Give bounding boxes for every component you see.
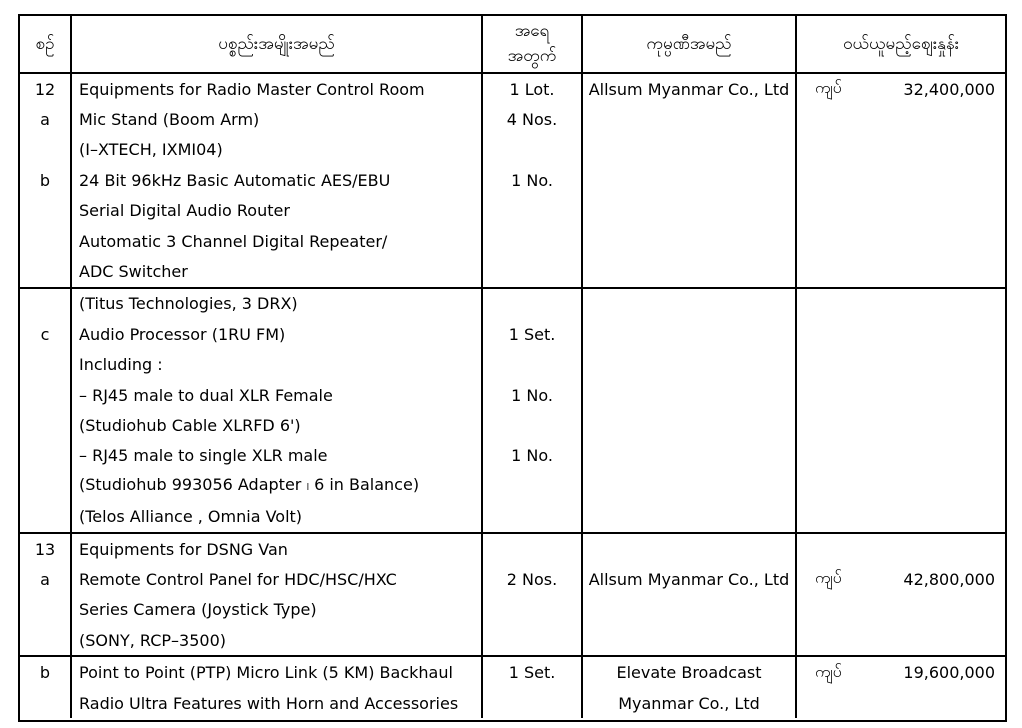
cell-serial-no-text: 13 bbox=[34, 539, 56, 559]
table-row-group bbox=[20, 74, 1005, 289]
cell-quantity-text bbox=[483, 625, 581, 655]
price-line bbox=[797, 74, 1005, 104]
price-line bbox=[797, 256, 1005, 286]
cell-company-name-text bbox=[583, 196, 795, 226]
cell-quantity-text bbox=[483, 595, 581, 625]
cell-quantity-text: 2 Nos. bbox=[506, 569, 558, 589]
cell-quantity-text bbox=[483, 135, 581, 165]
cell-quantity-text: 1 Set. bbox=[508, 663, 556, 683]
procurement-table bbox=[18, 14, 1007, 722]
cell-item-name-text: ADC Switcher bbox=[79, 262, 188, 282]
cell-company-name bbox=[583, 74, 797, 287]
cell-item-name-text: Equipments for Radio Master Control Room bbox=[79, 79, 425, 99]
price-line bbox=[797, 196, 1005, 226]
cell-company-name-text bbox=[583, 350, 795, 380]
price-line bbox=[797, 319, 1005, 349]
cell-company-name bbox=[583, 534, 797, 656]
cell-quantity-text: 4 Nos. bbox=[506, 110, 558, 130]
cell-company-name-text: Allsum Myanmar Co., Ltd bbox=[588, 79, 790, 99]
cell-company-name-text: Myanmar Co., Ltd bbox=[618, 693, 760, 713]
price-line bbox=[797, 657, 1005, 687]
header-serial-no-label: စဉ် bbox=[35, 33, 55, 54]
cell-company-name-text: Elevate Broadcast bbox=[616, 663, 762, 683]
table-row-group bbox=[20, 289, 1005, 534]
cell-item-name-text: Mic Stand (Boom Arm) bbox=[79, 110, 260, 130]
cell-item-name-text: Point to Point (PTP) Micro Link (5 KM) Backhaul bbox=[79, 663, 453, 683]
cell-serial-no-text bbox=[20, 625, 70, 655]
cell-serial-no bbox=[20, 657, 72, 718]
cell-company-name bbox=[583, 289, 797, 532]
table-body bbox=[20, 74, 1005, 720]
cell-serial-no-text: a bbox=[40, 569, 50, 589]
cell-company-name-text bbox=[583, 534, 795, 564]
header-serial-no bbox=[20, 16, 72, 72]
cell-serial-no-text bbox=[20, 410, 70, 440]
cell-quantity bbox=[483, 289, 583, 532]
cell-quantity-text bbox=[483, 289, 581, 319]
price-amount: 42,800,000 bbox=[903, 569, 995, 589]
cell-company-name-text bbox=[583, 501, 795, 531]
cell-serial-no-text bbox=[20, 350, 70, 380]
price-line bbox=[797, 564, 1005, 594]
price-line bbox=[797, 289, 1005, 319]
cell-item-name-text: Equipments for DSNG Van bbox=[79, 539, 288, 559]
cell-item-name-text: (Studiohub Cable XLRFD 6') bbox=[79, 415, 301, 435]
cell-company-name-text bbox=[583, 625, 795, 655]
cell-company-name-text bbox=[583, 104, 795, 134]
cell-company-name-text bbox=[583, 135, 795, 165]
cell-company-name-text bbox=[583, 595, 795, 625]
cell-item-name bbox=[72, 657, 483, 718]
cell-serial-no-text: 12 bbox=[34, 79, 56, 99]
cell-item-name-text: Audio Processor (1RU FM) bbox=[79, 324, 286, 344]
header-quantity-label-line1: အရေ bbox=[514, 21, 550, 42]
price-line bbox=[797, 595, 1005, 625]
price-line bbox=[797, 350, 1005, 380]
cell-quantity-text: 1 No. bbox=[511, 446, 553, 466]
cell-item-name-text: Serial Digital Audio Router bbox=[79, 201, 290, 221]
cell-serial-no-text bbox=[20, 135, 70, 165]
cell-quantity-text bbox=[483, 350, 581, 380]
cell-serial-no-text bbox=[20, 196, 70, 226]
price-line bbox=[797, 471, 1005, 501]
cell-serial-no bbox=[20, 74, 72, 287]
price-amount: 19,600,000 bbox=[903, 663, 995, 683]
cell-item-name-text: Remote Control Panel for HDC/HSC/HXC bbox=[79, 569, 397, 589]
cell-serial-no-text bbox=[20, 289, 70, 319]
cell-company-name-text bbox=[583, 226, 795, 256]
cell-item-name-text: (Studiohub 993056 Adapter ၊ 6 in Balance) bbox=[79, 475, 420, 495]
cell-company-name-text bbox=[583, 256, 795, 286]
price-line bbox=[797, 226, 1005, 256]
cell-serial-no-text bbox=[20, 688, 70, 718]
cell-quantity-text bbox=[483, 256, 581, 286]
cell-quantity bbox=[483, 534, 583, 656]
cell-serial-no-text bbox=[20, 595, 70, 625]
cell-item-name bbox=[72, 534, 483, 656]
cell-item-name-text: (Telos Alliance , Omnia Volt) bbox=[79, 507, 303, 527]
currency-label: ကျပ် bbox=[815, 78, 842, 98]
price-line bbox=[797, 501, 1005, 531]
cell-company-name bbox=[583, 657, 797, 718]
table-row-group bbox=[20, 534, 1005, 658]
cell-company-name-text: Allsum Myanmar Co., Ltd bbox=[588, 569, 790, 589]
cell-quantity-text bbox=[483, 226, 581, 256]
cell-item-name-text: Automatic 3 Channel Digital Repeater/ bbox=[79, 231, 388, 251]
cell-company-name-text bbox=[583, 441, 795, 471]
cell-quantity-text bbox=[483, 534, 581, 564]
cell-serial-no-text bbox=[20, 441, 70, 471]
price-line bbox=[797, 104, 1005, 134]
price-line bbox=[797, 534, 1005, 564]
cell-company-name-text bbox=[583, 380, 795, 410]
header-company-name bbox=[583, 16, 797, 72]
cell-serial-no-text: b bbox=[39, 663, 51, 683]
cell-quantity-text: 1 Set. bbox=[508, 324, 556, 344]
cell-company-name-text bbox=[583, 410, 795, 440]
cell-item-name-text: (SONY, RCP–3500) bbox=[79, 630, 227, 650]
cell-serial-no-text bbox=[20, 256, 70, 286]
cell-company-name-text bbox=[583, 471, 795, 501]
cell-serial-no-text bbox=[20, 471, 70, 501]
cell-purchase-price bbox=[797, 289, 1005, 532]
cell-serial-no-text: a bbox=[40, 110, 50, 130]
header-item-name-label: ပစ္စည်းအမျိုးအမည် bbox=[218, 33, 335, 54]
cell-purchase-price bbox=[797, 657, 1005, 718]
cell-item-name-text: Series Camera (Joystick Type) bbox=[79, 600, 317, 620]
table-header-row bbox=[20, 16, 1005, 74]
cell-serial-no-text bbox=[20, 226, 70, 256]
cell-quantity-text bbox=[483, 471, 581, 501]
cell-company-name-text bbox=[583, 319, 795, 349]
cell-serial-no bbox=[20, 534, 72, 656]
header-quantity bbox=[483, 16, 583, 72]
cell-quantity bbox=[483, 74, 583, 287]
cell-item-name-text: – RJ45 male to single XLR male bbox=[79, 446, 328, 466]
cell-serial-no-text: b bbox=[39, 170, 51, 190]
cell-quantity-text bbox=[483, 501, 581, 531]
cell-company-name-text bbox=[583, 165, 795, 195]
cell-serial-no bbox=[20, 289, 72, 532]
header-company-name-label: ကုမ္ပဏီအမည် bbox=[646, 33, 732, 54]
cell-quantity bbox=[483, 657, 583, 718]
cell-item-name bbox=[72, 289, 483, 532]
cell-serial-no-text bbox=[20, 380, 70, 410]
header-item-name bbox=[72, 16, 483, 72]
cell-item-name-text: (I–XTECH, IXMI04) bbox=[79, 140, 223, 160]
cell-serial-no-text: c bbox=[40, 324, 50, 344]
cell-quantity-text: 1 No. bbox=[511, 385, 553, 405]
header-purchase-price-label: ဝယ်ယူမည့်ဈေးနှုန်း bbox=[842, 33, 960, 54]
price-line bbox=[797, 410, 1005, 440]
cell-quantity-text: 1 Lot. bbox=[509, 79, 555, 99]
cell-purchase-price bbox=[797, 534, 1005, 656]
cell-quantity-text: 1 No. bbox=[511, 170, 553, 190]
header-purchase-price bbox=[797, 16, 1005, 72]
header-quantity-label-line2: အတွက် bbox=[507, 46, 557, 66]
cell-item-name-text: 24 Bit 96kHz Basic Automatic AES/EBU bbox=[79, 170, 391, 190]
price-line bbox=[797, 135, 1005, 165]
cell-item-name-text: Radio Ultra Features with Horn and Accessories bbox=[79, 693, 459, 713]
price-line bbox=[797, 441, 1005, 471]
price-line bbox=[797, 688, 1005, 718]
cell-item-name bbox=[72, 74, 483, 287]
cell-item-name-text: Including : bbox=[79, 355, 163, 375]
cell-serial-no-text bbox=[20, 501, 70, 531]
currency-label: ကျပ် bbox=[815, 661, 842, 681]
cell-quantity-text bbox=[483, 410, 581, 440]
cell-quantity-text bbox=[483, 196, 581, 226]
cell-item-name-text: (Titus Technologies, 3 DRX) bbox=[79, 294, 298, 314]
table-row-group bbox=[20, 657, 1005, 720]
cell-quantity-text bbox=[483, 688, 581, 718]
cell-item-name-text: – RJ45 male to dual XLR Female bbox=[79, 385, 333, 405]
cell-company-name-text bbox=[583, 289, 795, 319]
price-line bbox=[797, 380, 1005, 410]
price-line bbox=[797, 625, 1005, 655]
price-line bbox=[797, 165, 1005, 195]
cell-purchase-price bbox=[797, 74, 1005, 287]
price-amount: 32,400,000 bbox=[903, 79, 995, 99]
currency-label: ကျပ် bbox=[815, 568, 842, 588]
